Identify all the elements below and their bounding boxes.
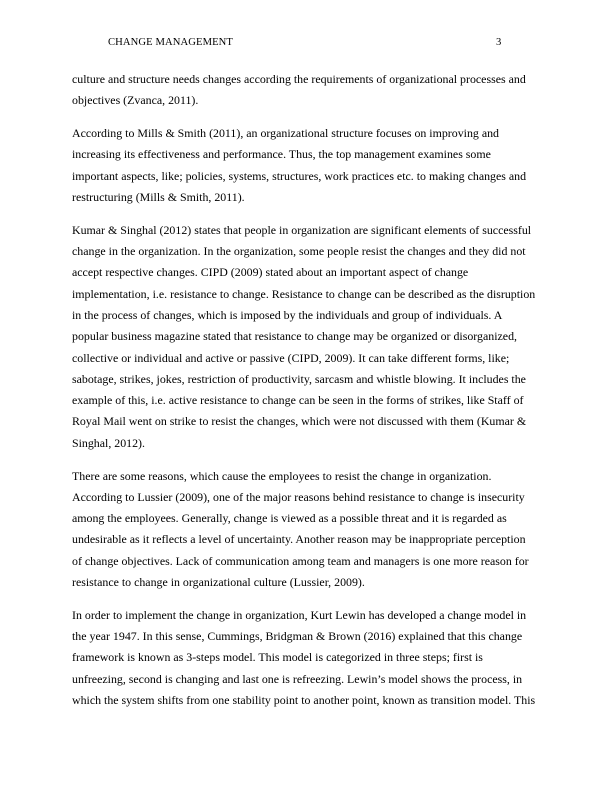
text-line: example of this, i.e. active resistance to change can be seen in the forms of strikes, like Staff of <box>72 393 524 408</box>
paragraph-3 <box>72 220 544 454</box>
text-line: According to Lussier (2009), one of the major reasons behind resistance to change is insecurity <box>72 489 525 504</box>
text-line: restructuring (Mills & Smith, 2011). <box>72 189 245 204</box>
text-line: resistance to change in organizational culture (Lussier, 2009). <box>72 575 365 590</box>
text-line: framework is known as 3-steps model. This model is categorized in three steps; first is <box>72 650 483 665</box>
text-line: which the system shifts from one stability point to another point, known as transition model. This <box>72 693 536 708</box>
document-body <box>72 69 544 723</box>
text-line: implementation, i.e. resistance to change. Resistance to change can be described as the disruption <box>72 286 536 301</box>
paragraph-5 <box>72 605 544 711</box>
text-line: Kumar & Singhal (2012) states that people in organization are significant elements of successful <box>72 222 532 237</box>
paragraph-2 <box>72 123 544 208</box>
paragraph-1 <box>72 69 544 112</box>
text-line: in the process of changes, which is imposed by the individuals and group of individuals. A <box>72 307 503 322</box>
text-line: Singhal, 2012). <box>72 435 145 450</box>
text-line: collective or individual and active or passive (CIPD, 2009). It can take different forms, like; <box>72 350 510 365</box>
text-line: sabotage, strikes, jokes, restriction of productivity, sarcasm and whistle blowing. It includes the <box>72 371 526 386</box>
text-line: change in the organization. In the organization, some people resist the changes and they did not <box>72 244 526 259</box>
text-line: accept respective changes. CIPD (2009) stated about an important aspect of change <box>72 265 469 280</box>
page-number: 3 <box>496 37 502 48</box>
text-line: According to Mills & Smith (2011), an organizational structure focuses on improving and <box>72 126 499 141</box>
text-line: among the employees. Generally, change is viewed as a possible threat and it is regarded as <box>72 511 507 526</box>
paragraph-4 <box>72 466 544 594</box>
text-line: the year 1947. In this sense, Cummings, Bridgman & Brown (2016) explained that this change <box>72 629 523 644</box>
text-line: objectives (Zvanca, 2011). <box>72 93 199 108</box>
text-line: unfreezing, second is changing and last one is refreezing. Lewin’s model shows the process, in <box>72 671 523 686</box>
text-line: There are some reasons, which cause the employees to resist the change in organization. <box>72 468 492 483</box>
text-line: undesirable as it reflects a level of uncertainty. Another reason may be inappropriate perception <box>72 532 526 547</box>
text-line: important aspects, like; policies, systems, structures, work practices etc. to making changes and <box>72 168 527 183</box>
text-line: popular business magazine stated that resistance to change may be organized or disorganized, <box>72 329 517 344</box>
text-line: increasing its effectiveness and performance. Thus, the top management examines some <box>72 147 491 162</box>
running-head: CHANGE MANAGEMENT <box>108 37 233 48</box>
text-line: In order to implement the change in organization, Kurt Lewin has developed a change model in <box>72 607 527 622</box>
text-line: Royal Mail went on strike to resist the changes, which were not discussed with them (Kumar & <box>72 414 527 429</box>
text-line: culture and structure needs changes according the requirements of organizational processes and <box>72 72 526 86</box>
text-line: of change objectives. Lack of communication among team and managers is one more reason for <box>72 553 529 568</box>
